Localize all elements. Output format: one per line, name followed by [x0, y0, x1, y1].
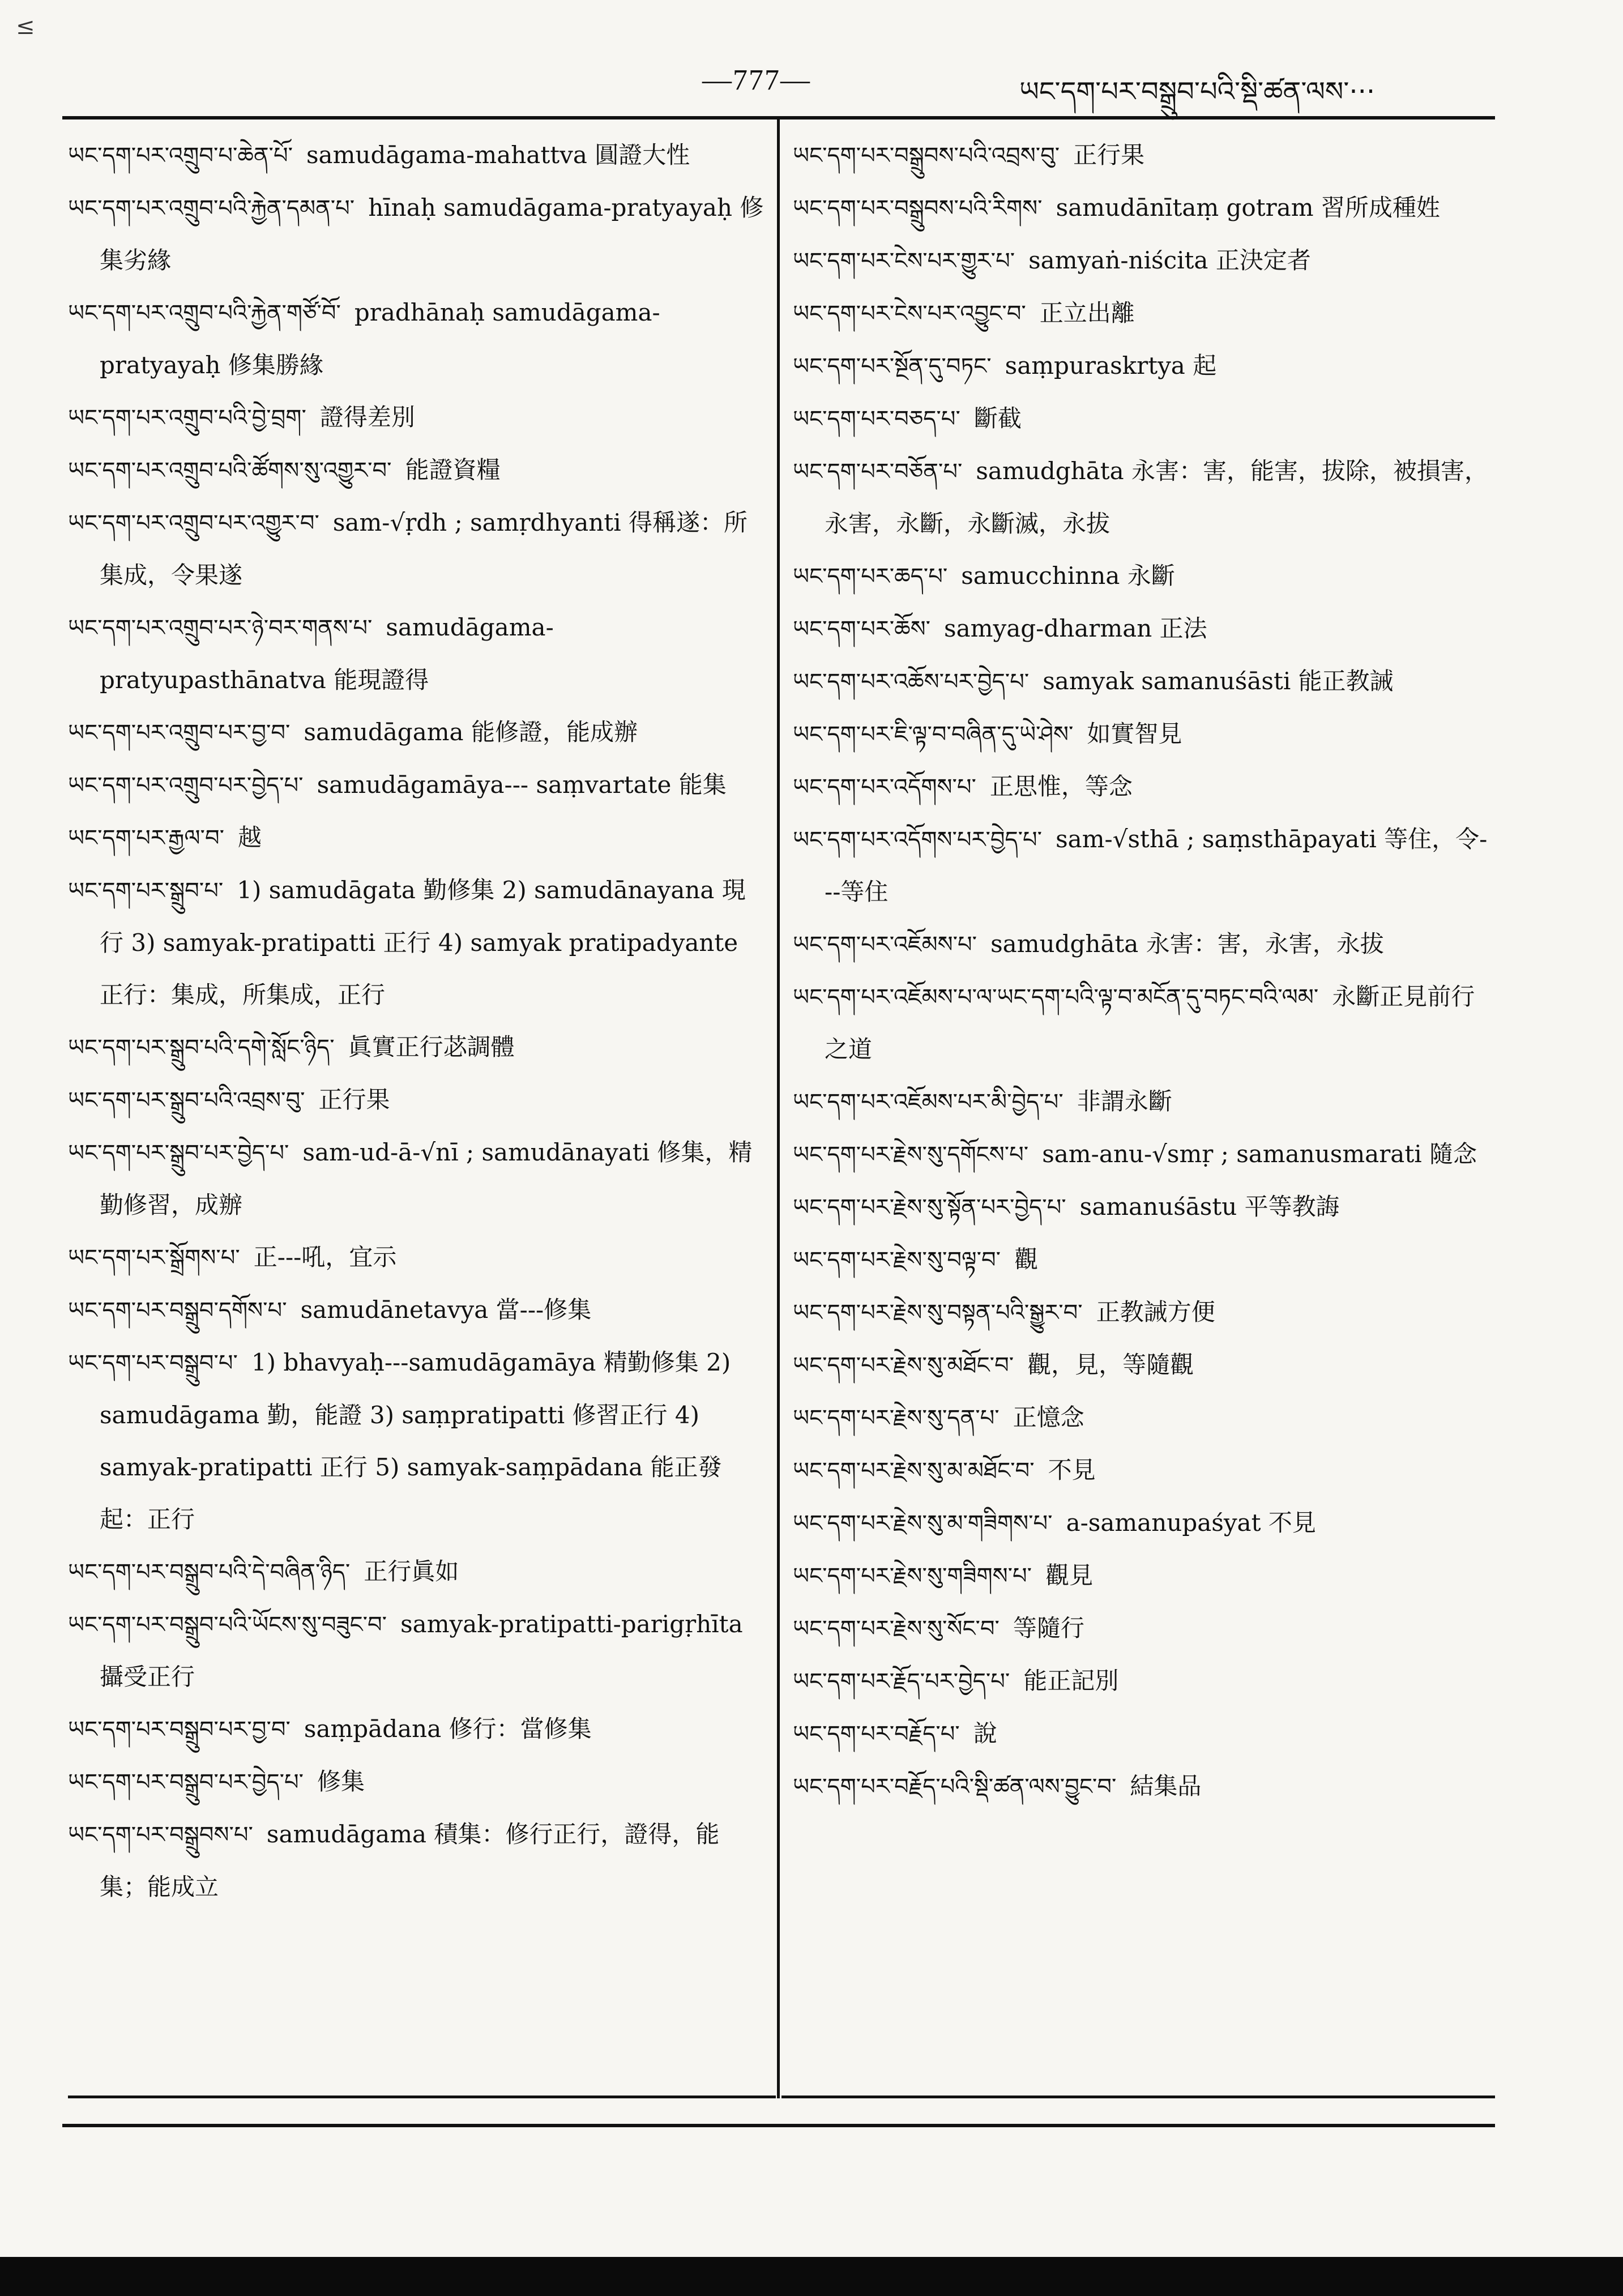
entry-definition: 正教誡方便 — [1096, 1298, 1215, 1326]
tibetan-headword: ཡང་དག་པར་འཇོམས་པར་མི་བྱེད་པ་ — [793, 1089, 1064, 1115]
tibetan-headword: ཡང་དག་པར་རྗེས་སུ་སོང་བ་ — [793, 1616, 1000, 1642]
tibetan-headword: ཡང་དག་པར་སྒྲུབ་པ་ — [68, 878, 224, 904]
dictionary-entry — [793, 761, 1489, 813]
dictionary-entry — [793, 129, 1489, 182]
dictionary-entry — [793, 1760, 1489, 1813]
entry-definition: samudānītaṃ gotram 習所成種姓 — [1056, 194, 1440, 221]
tibetan-headword: ཡང་དག་པར་བསྒྲུབ་པ་ — [68, 1350, 238, 1376]
tibetan-headword: ཡང་དག་པར་འདོགས་པར་བྱེད་པ་ — [793, 827, 1043, 853]
tibetan-headword: ཡང་དག་པར་བསྒྲུབ་པའི་དེ་བཞིན་ཉིད་ — [68, 1559, 351, 1585]
entry-definition: 觀，見，等隨觀 — [1027, 1351, 1194, 1379]
tibetan-headword: ཡང་དག་པར་སྔོན་དུ་བཏང་ — [793, 353, 992, 379]
dictionary-entry — [68, 287, 764, 391]
scan-corner-mark: ≤ — [16, 14, 35, 40]
dictionary-entry — [68, 1021, 764, 1074]
entry-definition: samucchinna 永斷 — [961, 562, 1175, 590]
entry-definition: samudghāta 永害：害，能害，拔除，被損害，永害，永斷，永斷滅，永拔 — [825, 457, 1488, 537]
tibetan-headword: ཡང་དག་པར་རྗེས་སུ་བསྟན་པའི་སྒྱུར་བ་ — [793, 1300, 1083, 1326]
entry-definition: 1) bhavyaḥ---samudāgamāya 精勤修集 2) samudāgama 勤，能證 3) saṃpratipatti 修習正行 4) samyak-pratipatti 正行 5) samyak-saṃpādana 能正發起：正行 — [100, 1348, 731, 1533]
entry-definition: 說 — [973, 1719, 997, 1747]
tibetan-headword: ཡང་དག་པར་བསྒྲུབ་པར་བྱ་བ་ — [68, 1717, 291, 1743]
entry-definition: 永斷正見前行之道 — [825, 983, 1475, 1063]
tibetan-headword: ཡང་དག་པར་སྒྲུབ་པའི་དགེ་སློང་ཉིད་ — [68, 1035, 335, 1061]
entry-definition: 越 — [238, 823, 262, 851]
tibetan-headword: ཡང་དག་པར་ངེས་པར་འབྱུང་བ་ — [793, 301, 1026, 327]
dictionary-entry — [793, 655, 1489, 708]
entry-definition: samyak-pratipatti-parigṛhīta 攝受正行 — [100, 1610, 743, 1691]
tibetan-headword: ཡང་དག་པར་རྗོད་པར་བྱེད་པ་ — [793, 1668, 1010, 1695]
page-number: —777— — [702, 64, 811, 96]
tibetan-headword: ཡང་དག་པར་འགྲུབ་པར་བྱ་བ་ — [68, 720, 291, 746]
dictionary-entry — [793, 340, 1489, 392]
tibetan-headword: ཡང་དག་པར་རྗེས་སུ་དགོངས་པ་ — [793, 1142, 1029, 1168]
tibetan-headword: ཡང་དག་པར་ཆོས་ — [793, 616, 931, 642]
dictionary-entry — [68, 1126, 764, 1231]
entry-definition: 觀 — [1014, 1245, 1039, 1273]
tibetan-headword: ཡང་དག་པར་སྒྲུབ་པར་བྱེད་པ་ — [68, 1140, 289, 1166]
tibetan-headword: ཡང་དག་པར་འཆོས་པར་བྱེད་པ་ — [793, 669, 1030, 695]
dictionary-entry — [793, 1602, 1489, 1655]
entry-definition: samyag-dharman 正法 — [944, 614, 1207, 642]
dictionary-entry — [793, 445, 1489, 550]
tibetan-headword: ཡང་དག་པར་ཇི་ལྟ་བ་བཞིན་དུ་ཡེ་ཤེས་ — [793, 722, 1074, 748]
entry-definition: samanuśāstu 平等教誨 — [1079, 1193, 1340, 1220]
dictionary-entry — [68, 812, 764, 864]
dictionary-entry — [793, 234, 1489, 287]
tibetan-headword: ཡང་དག་པར་རྗེས་སུ་གཟིགས་པ་ — [793, 1563, 1032, 1589]
dictionary-entry — [793, 708, 1489, 761]
entry-definition: 斷截 — [973, 404, 1022, 432]
dictionary-entry — [68, 1756, 764, 1808]
entry-definition: pradhānaḥ samudāgama-pratyayaḥ 修集勝緣 — [100, 298, 660, 379]
dictionary-entry — [793, 1339, 1489, 1392]
dictionary-entry — [68, 1598, 764, 1703]
tibetan-headword: ཡང་དག་པར་བསྒྲུབ་དགོས་པ་ — [68, 1298, 287, 1324]
dictionary-entry — [793, 550, 1489, 603]
tibetan-headword: ཡང་དག་པར་འཇོམས་པ་ — [793, 932, 977, 958]
right-column — [793, 129, 1489, 1813]
dictionary-entry — [793, 1708, 1489, 1760]
dictionary-entry — [68, 1703, 764, 1756]
dictionary-entry — [68, 759, 764, 812]
entry-definition: 正行果 — [318, 1086, 390, 1113]
entry-definition: samyaṅ-niścita 正決定者 — [1028, 246, 1311, 274]
entry-definition: samudāgama 能修證，能成辦 — [304, 718, 638, 746]
tibetan-headword: ཡང་དག་པར་བསྒྲུབ་པར་བྱེད་པ་ — [68, 1769, 304, 1795]
dictionary-entry — [793, 1392, 1489, 1444]
dictionary-entry — [793, 918, 1489, 971]
tibetan-headword: ཡང་དག་པར་འགྲུབ་པའི་རྐྱེན་གཙོ་བོ་ — [68, 300, 341, 326]
dictionary-entry — [793, 287, 1489, 340]
tibetan-headword: ཡང་དག་པར་འགྲུབ་པར་བྱེད་པ་ — [68, 773, 304, 799]
tibetan-headword: ཡང་དག་པར་བསྒྲུབས་པའི་རིགས་ — [793, 195, 1043, 221]
dictionary-entry — [793, 1444, 1489, 1497]
dictionary-entry — [793, 1286, 1489, 1339]
dictionary-entry — [68, 1231, 764, 1284]
entry-definition: sam-ud-ā-√nī ; samudānayati 修集，精勤修習，成辦 — [100, 1138, 753, 1219]
tibetan-headword: ཡང་དག་པར་རྗེས་སུ་དན་པ་ — [793, 1405, 1000, 1431]
entry-definition: samudāgama-mahattva 圓證大性 — [306, 141, 690, 169]
tibetan-headword: ཡང་དག་པར་རྗེས་སུ་མ་གཟིགས་པ་ — [793, 1510, 1053, 1537]
tibetan-headword: ཡང་དག་པར་འགྲུབ་པའི་བྱེ་བྲག་ — [68, 405, 306, 431]
entry-definition: samudāgama-pratyupasthānatva 能現證得 — [100, 613, 554, 694]
tibetan-headword: ཡང་དག་པར་སྒྲོགས་པ་ — [68, 1245, 240, 1271]
tibetan-headword: ཡང་དག་པར་བསྒྲུབས་པ་ — [68, 1822, 253, 1848]
dictionary-entry — [68, 1284, 764, 1337]
dictionary-entry — [793, 603, 1489, 655]
tibetan-headword: ཡང་དག་པར་རྗེས་སུ་མཐོང་བ་ — [793, 1352, 1014, 1379]
entry-definition: a-samanupaśyat 不見 — [1066, 1509, 1316, 1537]
entry-definition: saṃpādana 修行：當修集 — [304, 1715, 592, 1743]
entry-definition: 正行果 — [1073, 141, 1145, 169]
dictionary-entry — [68, 1808, 764, 1913]
entry-definition: sam-√ṛdh ; samṛdhyanti 得稱遂：所集成，令果遂 — [100, 509, 748, 589]
dictionary-entry — [68, 601, 764, 706]
dictionary-entry — [68, 444, 764, 497]
tibetan-headword: ཡང་དག་པར་བཅད་པ་ — [793, 406, 960, 432]
entry-definition: 能正記別 — [1023, 1667, 1119, 1695]
dictionary-entry — [793, 392, 1489, 445]
bottom-rule — [62, 2124, 1495, 2127]
tibetan-headword: ཡང་དག་པར་འདོགས་པ་ — [793, 774, 976, 800]
entry-definition: 證得差別 — [319, 403, 415, 431]
entry-definition: samudghāta 永害：害，永害，永拔 — [990, 930, 1384, 958]
tibetan-headword: ཡང་དག་པར་སྒྲུབ་པའི་འབྲས་བུ་ — [68, 1087, 305, 1113]
tibetan-headword: ཡང་དག་པར་འགྲུབ་པའི་ཚོགས་སུ་འགྱུར་བ་ — [68, 458, 392, 484]
left-column — [68, 129, 764, 1913]
entry-definition: samudāgama 積集：修行正行，證得，能集；能成立 — [100, 1820, 720, 1901]
tibetan-headword: ཡང་དག་པར་རྗེས་སུ་བལྟ་བ་ — [793, 1247, 1001, 1273]
tibetan-headword: ཡང་དག་པར་འགྲུབ་པའི་རྐྱེན་དམན་པ་ — [68, 195, 355, 221]
entry-definition: 正立出離 — [1039, 299, 1135, 327]
entry-definition: 修集 — [317, 1768, 365, 1795]
tibetan-headword: ཡང་དག་པར་འགྲུབ་པ་ཆེན་པོ་ — [68, 143, 293, 169]
tibetan-headword: ཡང་དག་པར་རྗེས་སུ་མ་མཐོང་བ་ — [793, 1458, 1035, 1484]
dictionary-entry — [68, 391, 764, 444]
tibetan-headword: ཡང་དག་པར་འགྲུབ་པར་འགྱུར་བ་ — [68, 510, 319, 536]
entry-definition: samyak samanuśāsti 能正教誡 — [1043, 667, 1394, 695]
entry-definition: 非謂永斷 — [1077, 1087, 1172, 1115]
tibetan-headword: ཡང་དག་པར་བཅོན་པ་ — [793, 459, 963, 485]
dictionary-entry — [793, 1234, 1489, 1286]
tibetan-headword: ཡང་དག་པར་བསྒྲུབས་པའི་འབྲས་བུ་ — [793, 143, 1060, 169]
dictionary-entry — [68, 1074, 764, 1126]
entry-definition: sam-√sthā ; saṃsthāpayati 等住，令---等住 — [825, 825, 1488, 906]
column-divider — [777, 116, 780, 2098]
dictionary-entry — [793, 1076, 1489, 1128]
entry-definition: 等隨行 — [1013, 1614, 1084, 1642]
tibetan-headword: ཡང་དག་པར་འཇོམས་པ་ལ་ཡང་དག་པའི་ལྟ་བ་མངོན་དུ་བཏང་བའི་ལམ་ — [793, 984, 1319, 1010]
dictionary-entry — [793, 813, 1489, 918]
scan-edge-bar — [0, 2257, 1623, 2296]
tibetan-headword: ཡང་དག་པར་རྒྱལ་བ་ — [68, 825, 224, 851]
dictionary-entry — [793, 1128, 1489, 1181]
entry-definition: 眞實正行苾調體 — [348, 1033, 515, 1061]
entry-definition: 1) samudāgata 勤修集 2) samudānayana 現行 3) samyak-pratipatti 正行 4) samyak pratipadyante 正行：集成，所集成，正行 — [100, 876, 746, 1009]
dictionary-entry — [68, 497, 764, 601]
tibetan-headword: ཡང་དག་པར་ངེས་པར་གྱུར་པ་ — [793, 248, 1015, 274]
entry-definition: samudāgamāya--- saṃvartate 能集 — [317, 771, 727, 799]
entry-definition: 如實智見 — [1087, 720, 1182, 748]
left-column-end-rule — [68, 2096, 776, 2098]
dictionary-entry — [793, 1655, 1489, 1708]
entry-definition: 正憶念 — [1013, 1403, 1084, 1431]
dictionary-entry — [68, 129, 764, 182]
dictionary-entry — [68, 1337, 764, 1546]
dictionary-entry — [793, 182, 1489, 234]
dictionary-entry — [793, 1550, 1489, 1602]
dictionary-entry — [793, 1497, 1489, 1550]
dictionary-entry — [793, 1181, 1489, 1234]
entry-definition: hīnaḥ samudāgama-pratyayaḥ 修集劣緣 — [100, 194, 764, 274]
tibetan-headword: ཡང་དག་པར་བསྒྲུབ་པའི་ཡོངས་སུ་བཟུང་བ་ — [68, 1612, 387, 1638]
tibetan-headword: ཡང་དག་པར་རྗེས་སུ་སྟོན་པར་བྱེད་པ་ — [793, 1194, 1066, 1220]
running-head: ཡང་དག་པར་བསྒྲུབ་པའི་སྡི་ཚན་ལས་··· — [1019, 76, 1376, 108]
dictionary-entry — [68, 182, 764, 287]
tibetan-headword: ཡང་དག་པར་བརྗོད་པ་ — [793, 1721, 960, 1747]
entry-definition: 能證資糧 — [405, 456, 501, 484]
dictionary-entry — [68, 864, 764, 1021]
entry-definition: samudānetavya 當---修集 — [300, 1296, 592, 1324]
entry-definition: saṃpuraskrtya 起 — [1005, 352, 1217, 379]
entry-definition: 觀見 — [1045, 1561, 1094, 1589]
entry-definition: 正---吼，宜示 — [253, 1243, 397, 1271]
entry-definition: 正行眞如 — [364, 1557, 459, 1585]
dictionary-entry — [68, 706, 764, 759]
dictionary-entry — [793, 971, 1489, 1076]
tibetan-headword: ཡང་དག་པར་བརྗོད་པའི་སྡི་ཚན་ལས་བྱུང་བ་ — [793, 1774, 1117, 1800]
tibetan-headword: ཡང་དག་པར་འགྲུབ་པར་ཉེ་བར་གནས་པ་ — [68, 615, 373, 641]
entry-definition: 正思惟，等念 — [989, 773, 1133, 800]
dictionary-entry — [68, 1546, 764, 1598]
right-column-end-rule — [781, 2096, 1495, 2098]
entry-definition: sam-anu-√smṛ ; samanusmarati 隨念 — [1042, 1140, 1477, 1168]
entry-definition: 結集品 — [1130, 1772, 1202, 1800]
entry-definition: 不見 — [1048, 1456, 1096, 1484]
tibetan-headword: ཡང་དག་པར་ཆད་པ་ — [793, 564, 948, 590]
